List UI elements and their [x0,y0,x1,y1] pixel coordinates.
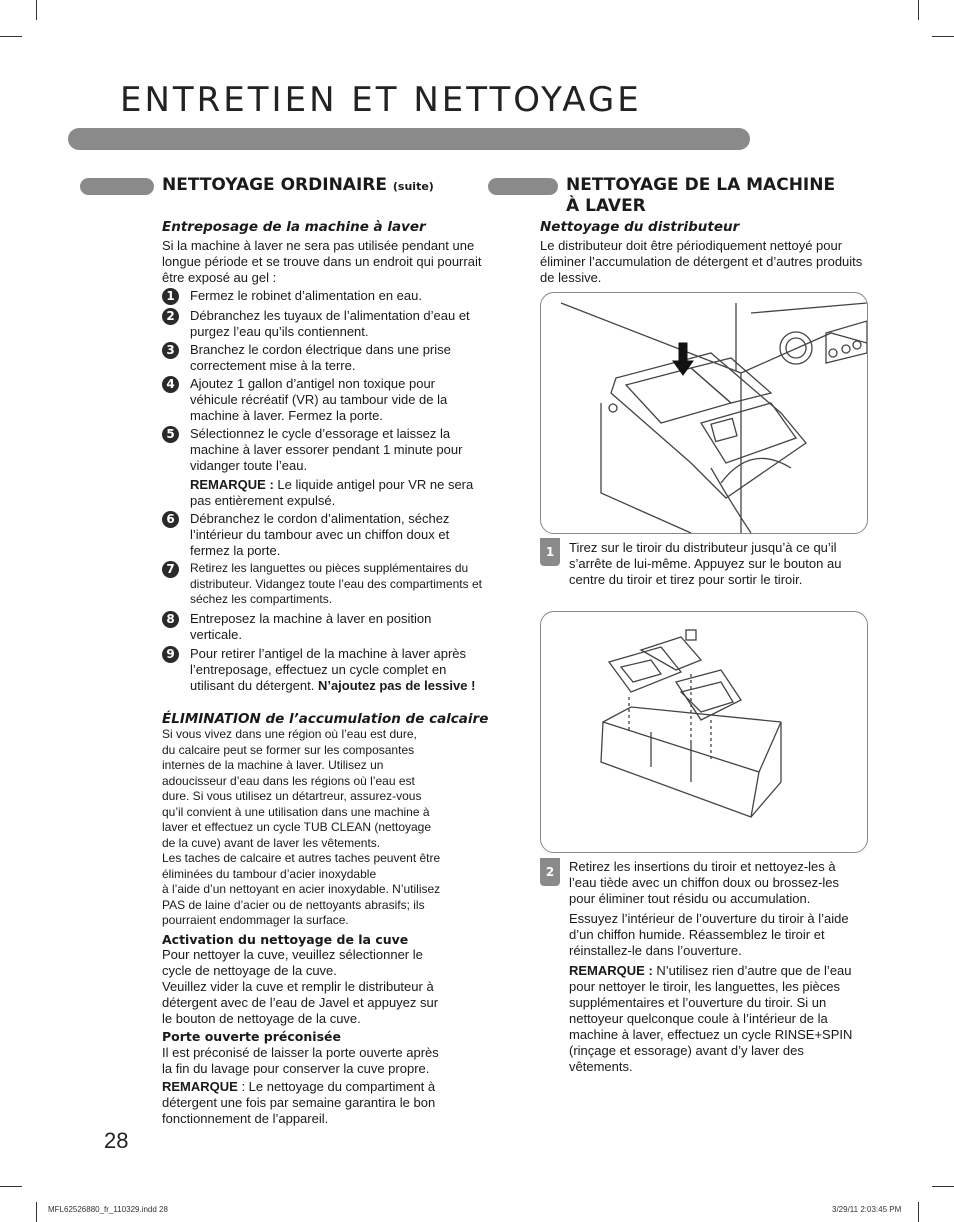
text-line: dure. Si vous utilisez un détartreur, assurez-vous [162,789,422,803]
text-line: Il est préconisé de laisser la porte ouverte après [162,1045,439,1060]
illustration-drawer-parts [540,611,868,853]
step-number: 8 [162,611,179,628]
step-tab: 1 [540,538,560,566]
text-line: détergent avec de l’eau de Javel et appuyez sur [162,995,439,1010]
step9-bold: N’ajoutez pas de lessive ! [317,678,476,693]
step2-text2: Essuyez l’intérieur de l’ouverture du tiroir à l’aide d’un chiffon humide. Réassemblez le tiroir et réinstallez-le dans l’ouverture. [569,911,849,958]
step-number: 6 [162,511,179,528]
text-line: adoucisseur d’eau dans les régions où l’eau est [162,773,415,788]
limescale-body [162,727,492,929]
text-line: internes de la machine à laver. Utilisez un [162,758,384,772]
step2-note [569,963,859,1075]
text-line: à l’aide d’un nettoyant en acier inoxydable. N’utilisez [162,882,441,896]
text-line: Pour nettoyer la cuve, veuillez sélectionner le [162,947,423,962]
page-title: ENTRETIEN ET NETTOYAGE [120,80,642,120]
text-line: de la cuve) avant de laver les vêtements. [162,835,381,850]
text-line: cycle de nettoyage de la cuve. [162,963,337,978]
step-text: Branchez le cordon électrique dans une prise correctement mise à la terre. [190,342,451,373]
step-text: Débranchez le cordon d’alimentation, séchez l’intérieur du tambour avec un chiffon doux et fermez la porte. [190,511,450,558]
note-text: N’utilisez rien d’autre que de l’eau pour nettoyer le tiroir, les languettes, les pièces supplémentaires et l’ouverture du tiroir. Si un nettoyeur quelconque coule à l’intérieur de la machine à laver, effectuez un cycle RINSE+SPIN (rinçage et essorage) avant d’y laver des vêtements. [569,963,853,1074]
crop-mark [36,0,37,20]
step-number: 5 [162,426,179,443]
final-note [162,1079,482,1127]
heading-line: NETTOYAGE DE LA MACHINE [566,175,836,195]
note-label: REMARQUE [162,1079,238,1094]
text-line: du calcaire peut se former sur les composantes [162,742,415,757]
dispenser-intro: Le distributeur doit être périodiquement nettoyé pour éliminer l’accumulation de détergent et d’autres produits de lessive. [540,238,863,285]
subheading-limescale: ÉLIMINATION de l’accumulation de calcaire [162,711,489,727]
step-text: Retirez les languettes ou pièces supplémentaires du distributeur. Vidangez toute l’eau des compartiments et séchez les compartiments. [190,561,482,606]
page-number: 28 [104,1128,129,1153]
step2-text1: Retirez les insertions du tiroir et nettoyez-les à l’eau tiède avec un chiffon doux ou brossez-les pour éliminer tout résidu ou accumulation. [569,859,840,906]
footer-timestamp: 3/29/11 2:03:45 PM [832,1205,902,1214]
text-line: éliminées du tambour d’acier inoxydable [162,866,377,881]
crop-mark [36,1202,37,1222]
step9 [190,646,485,694]
heading-text: NETTOYAGE ORDINAIRE [162,175,387,195]
step-number: 1 [162,288,179,305]
door-body [162,1045,492,1077]
text-line: laver et effectuez un cycle TUB CLEAN (nettoyage [162,820,432,834]
subheading-door: Porte ouverte préconisée [162,1029,341,1044]
note-text: Le liquide antigel pour VR ne sera pas entièrement expulsé. [190,477,474,508]
tubclean-body [162,947,492,1027]
step-number: 3 [162,342,179,359]
note-label: REMARQUE : [569,963,653,978]
step-text: Débranchez les tuyaux de l’alimentation d’eau et purgez l’eau qu’ils contiennent. [190,308,470,339]
section-heading-ordinary [162,175,434,197]
text-line: Veuillez vider la cuve et remplir le distributeur à [162,979,434,994]
text-line: Si vous vivez dans une région où l’eau est dure, [162,727,417,741]
crop-mark [0,1186,22,1187]
step2-body [569,859,859,1075]
text-line: Les taches de calcaire et autres taches peuvent être [162,851,441,865]
subheading-storage: Entreposage de la machine à laver [162,219,426,235]
note-label: REMARQUE : [190,477,274,492]
step-tab: 2 [540,858,560,886]
step-number: 7 [162,561,179,578]
text-line: qu’il convient à une utilisation dans une machine à [162,804,430,819]
step1-text: Tirez sur le tiroir du distributeur jusqu’à ce qu’il s’arrête de lui-même. Appuyez sur le bouton au centre du tiroir et tirez pour sortir le tiroir. [569,540,842,587]
title-bar [68,128,750,150]
step-text: Pour retirer l’antigel de la machine à laver après l’entreposage, effectuez un cycle complet en utilisant du détergent. [190,646,467,693]
step-text: Sélectionnez le cycle d’essorage et laissez la machine à laver essorer pendant 1 minute pour vidanger toute l’eau. [190,426,463,473]
crop-mark [932,36,954,37]
text-line: pourraient endommager la surface. [162,913,349,927]
footer-file: MFL62526880_fr_110329.indd 28 [48,1205,168,1214]
crop-mark [932,1186,954,1187]
step-number: 4 [162,376,179,393]
crop-mark [918,0,919,20]
section-heading-machine [566,175,835,217]
storage-intro: Si la machine à laver ne sera pas utilisée pendant une longue période et se trouve dans un endroit qui pourrait être exposé au gel : [162,238,482,285]
section-pill [488,178,558,195]
crop-mark [918,1202,919,1222]
text-line: PAS de laine d’acier ou de nettoyants abrasifs; ils [162,897,425,912]
step-text: Fermez le robinet d’alimentation en eau. [190,288,422,303]
drawer-parts-illustration [541,612,867,852]
heading-suffix: (suite) [392,180,434,193]
washer-drawer-illustration [541,293,867,533]
subheading-dispenser: Nettoyage du distributeur [540,219,740,235]
step-number: 9 [162,646,179,663]
section-pill [80,178,154,195]
text-line: le bouton de nettoyage de la cuve. [162,1011,361,1026]
step-text: Entreposez la machine à laver en position verticale. [190,611,432,642]
step5-note [190,477,490,509]
crop-mark [0,36,22,37]
illustration-drawer-open [540,292,868,534]
step-number: 2 [162,308,179,325]
heading-line: À LAVER [566,196,646,216]
step-text: Ajoutez 1 gallon d’antigel non toxique pour véhicule récréatif (VR) au tambour vide de la machine à laver. Fermez la porte. [190,376,448,423]
text-line: la fin du lavage pour conserver la cuve propre. [162,1061,430,1076]
subheading-tubclean: Activation du nettoyage de la cuve [162,932,409,947]
note-text: : Le nettoyage du compartiment à détergent une fois par semaine garantira le bon fonctionnement de l’appareil. [162,1079,436,1126]
